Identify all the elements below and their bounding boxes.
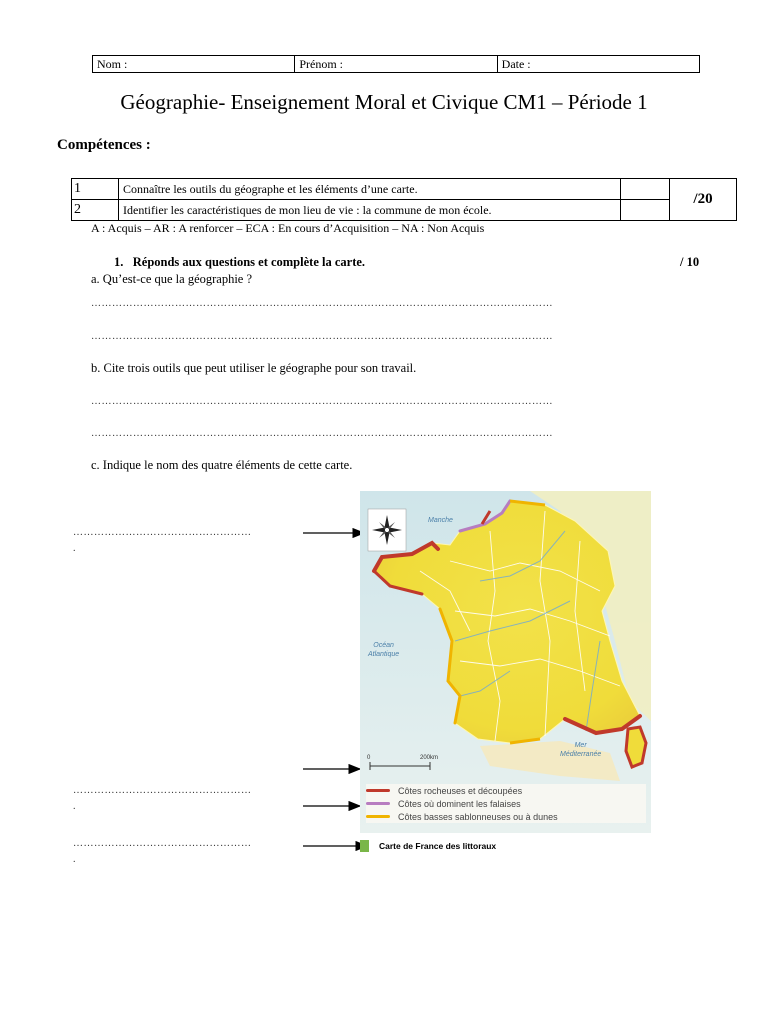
legend-text: Côtes rocheuses et découpées	[398, 785, 523, 796]
map-legend	[366, 784, 646, 823]
date-field[interactable]: Date :	[501, 57, 531, 71]
legend-item	[366, 797, 646, 810]
caption-marker-icon	[360, 840, 369, 852]
answer-line[interactable]: ……………………………………………………………………………………………………………………	[91, 331, 553, 342]
answer-line[interactable]: ……………………………………………………………………………………………………………………	[91, 428, 553, 439]
map-label-dot: .	[73, 801, 76, 812]
scale-value: 200km	[420, 755, 439, 761]
competence-number: 1	[72, 179, 119, 199]
exercise-points: / 10	[680, 255, 700, 269]
map-label-line[interactable]: ……………………………………………	[73, 527, 252, 538]
question-b: b. Cite trois outils que peut utiliser le géographe pour son travail.	[91, 361, 417, 375]
competence-text: Identifier les caractéristiques de mon lieu de vie : la commune de mon école.	[119, 200, 621, 221]
nom-field[interactable]: Nom :	[93, 56, 295, 72]
france-coast-map	[360, 491, 651, 833]
map-label-dot: .	[73, 854, 76, 865]
exercise-instruction: Réponds aux questions et complète la carte.	[132, 255, 366, 269]
question-c: c. Indique le nom des quatre éléments de cette carte.	[91, 458, 353, 472]
competence-text: Connaître les outils du géographe et les éléments d’une carte.	[119, 179, 621, 199]
mediterranee-word: Méditerranée	[560, 751, 602, 758]
exercise-number: 1.	[114, 255, 124, 269]
competences-heading: Compétences :	[57, 137, 151, 153]
scale-zero: 0	[367, 755, 371, 761]
legend-item	[366, 810, 646, 823]
page-title: Géographie- Enseignement Moral et Civique CM1 – Période 1	[120, 90, 648, 114]
map-label-ocean	[368, 641, 399, 659]
legend-swatch-red	[366, 789, 390, 792]
map-label-line[interactable]: ……………………………………………	[73, 785, 252, 796]
total-score: /20	[693, 191, 713, 207]
legend-item	[366, 784, 646, 797]
atlantique-word: Atlantique	[368, 651, 400, 658]
map-label-dot: .	[73, 543, 76, 554]
answer-line[interactable]: ……………………………………………………………………………………………………………………	[91, 396, 553, 407]
map-label-mediterranee	[560, 741, 601, 759]
mer-word: Mer	[574, 742, 587, 749]
answer-line[interactable]: ……………………………………………………………………………………………………………………	[91, 298, 553, 309]
prenom-field[interactable]: Prénom :	[295, 56, 497, 72]
map-label-line[interactable]: ……………………………………………	[73, 838, 252, 849]
france-map-graphic	[360, 491, 651, 833]
map-label-manche: Manche	[428, 517, 453, 524]
legend-text: Côtes où dominent les falaises	[398, 798, 521, 809]
map-caption	[360, 835, 540, 857]
evaluation-legend: A : Acquis – AR : A renforcer – ECA : En cours d’Acquisition – NA : Non Acquis	[91, 221, 485, 235]
map-caption-text: Carte de France des littoraux	[379, 841, 497, 851]
question-a: a. Qu’est-ce que la géographie ?	[91, 272, 253, 286]
legend-swatch-yellow	[366, 815, 390, 818]
legend-swatch-purple	[366, 802, 390, 805]
legend-text: Côtes basses sablonneuses ou à dunes	[398, 811, 558, 822]
ocean-word: Océan	[373, 642, 394, 649]
competence-number: 2	[72, 200, 119, 221]
